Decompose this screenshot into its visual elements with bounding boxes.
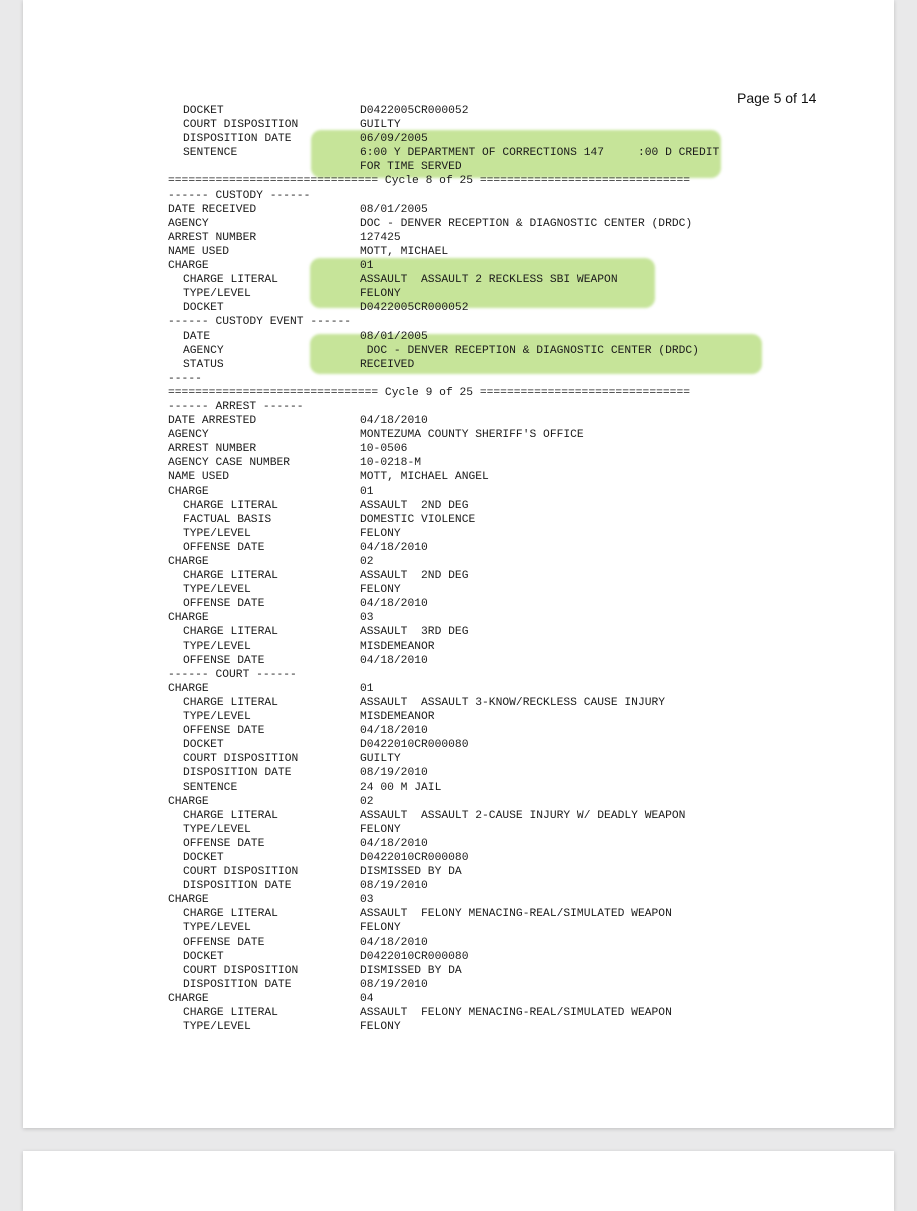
field-label: CHARGE [168,682,209,695]
field-label: TYPE/LEVEL [183,527,251,540]
field-value: FELONY [360,823,401,836]
section-separator: ------ CUSTODY ------ [168,189,311,202]
field-label: AGENCY [183,344,224,357]
field-value: D0422005CR000052 [360,105,469,117]
field-label: ARREST NUMBER [168,443,257,456]
next-page-edge [23,1151,894,1211]
field-value: 04/18/2010 [360,654,428,667]
field-value: DOC - DENVER RECEPTION & DIAGNOSTIC CENTER (DRDC) [360,344,699,357]
field-label: STATUS [183,358,224,371]
field-label: CHARGE LITERAL [183,1007,278,1019]
field-label: ARREST NUMBER [168,231,257,244]
field-value: DOMESTIC VIOLENCE [360,513,476,526]
field-value: 10-0218-M [360,457,422,470]
field-value: 01 [360,260,374,273]
field-label: SENTENCE [183,781,238,794]
field-value: ASSAULT 3RD DEG [360,626,469,639]
field-label: OFFENSE DATE [183,654,265,667]
field-value: 08/19/2010 [360,880,428,893]
field-label: CHARGE LITERAL [183,908,278,921]
field-label: CHARGE [168,612,209,625]
field-label: AGENCY CASE NUMBER [168,457,291,470]
field-value: 02 [360,556,374,568]
field-value: FOR TIME SERVED [360,161,462,174]
field-value: FELONY [360,527,401,540]
field-value: ASSAULT 2ND DEG [360,570,469,583]
field-label: CHARGE [168,556,209,568]
field-value: 01 [360,485,374,498]
field-value: RECEIVED [360,358,415,371]
field-value: D0422010CR000080 [360,739,469,752]
field-label: TYPE/LEVEL [183,584,251,597]
field-label: COURT DISPOSITION [183,119,299,132]
field-value: DOC - DENVER RECEPTION & DIAGNOSTIC CENTER (DRDC) [360,217,693,230]
field-label: OFFENSE DATE [183,725,265,738]
field-value: 03 [360,894,374,907]
field-value: 04/18/2010 [360,837,428,850]
field-label: DATE ARRESTED [168,415,257,428]
field-label: OFFENSE DATE [183,598,265,611]
field-value: 08/01/2005 [360,203,428,216]
field-label: CHARGE LITERAL [183,809,278,822]
field-label: DOCKET [183,950,224,963]
field-label: CHARGE LITERAL [183,274,278,287]
section-separator: ----- [168,372,202,385]
field-value: 08/01/2005 [360,330,428,343]
field-label: CHARGE [168,795,209,808]
field-value: MOTT, MICHAEL ANGEL [360,471,489,484]
field-label: CHARGE [168,894,209,907]
field-value: ASSAULT ASSAULT 3-KNOW/RECKLESS CAUSE INJURY [360,696,666,709]
field-label: TYPE/LEVEL [183,640,251,653]
field-label: OFFENSE DATE [183,936,265,949]
field-value: D0422005CR000052 [360,302,469,315]
field-label: DOCKET [183,739,224,752]
field-value: 127425 [360,231,401,244]
field-value: 04/18/2010 [360,598,428,611]
field-label: DOCKET [183,851,224,864]
section-separator: ------ CUSTODY EVENT ------ [168,316,352,329]
field-label: DISPOSITION DATE [183,978,292,991]
field-label: TYPE/LEVEL [183,288,251,301]
field-label: TYPE/LEVEL [183,1021,251,1034]
field-value: 08/19/2010 [360,767,428,780]
field-value: 08/19/2010 [360,978,428,991]
document-page [23,0,894,1128]
field-label: AGENCY [168,429,209,442]
field-label: SENTENCE [183,147,238,160]
field-label: AGENCY [168,217,209,230]
field-label: DOCKET [183,302,224,315]
section-separator: =============================== Cycle 8 of 25 =============================== [168,175,691,188]
field-label: CHARGE LITERAL [183,626,278,639]
field-label: OFFENSE DATE [183,541,265,554]
field-value: MISDEMEANOR [360,640,435,653]
field-value: GUILTY [360,753,401,766]
field-value: 6:00 Y DEPARTMENT OF CORRECTIONS 147 :00 D CREDIT [360,147,720,160]
field-value: MOTT, MICHAEL [360,245,449,258]
field-value: MISDEMEANOR [360,711,435,724]
field-value: D0422010CR000080 [360,950,469,963]
field-value: ASSAULT ASSAULT 2-CAUSE INJURY W/ DEADLY WEAPON [360,809,686,822]
field-label: CHARGE [168,992,209,1005]
field-label: COURT DISPOSITION [183,866,299,879]
section-separator: =============================== Cycle 9 of 25 =============================== [168,386,691,399]
field-label: TYPE/LEVEL [183,922,251,935]
field-value: ASSAULT 2ND DEG [360,499,469,512]
field-label: TYPE/LEVEL [183,711,251,724]
field-label: DOCKET [183,105,224,117]
field-label: FACTUAL BASIS [183,513,272,526]
field-value: ASSAULT FELONY MENACING-REAL/SIMULATED WEAPON [360,1007,672,1019]
field-label: COURT DISPOSITION [183,753,299,766]
field-value: FELONY [360,1021,401,1034]
page-number: Page 5 of 14 [737,90,817,106]
field-label: NAME USED [168,245,230,258]
field-value: FELONY [360,288,401,301]
field-value: 02 [360,795,374,808]
field-value: ASSAULT ASSAULT 2 RECKLESS SBI WEAPON [360,274,618,287]
field-label: DATE RECEIVED [168,203,257,216]
field-label: CHARGE LITERAL [183,499,278,512]
field-label: COURT DISPOSITION [183,964,299,977]
field-label: DISPOSITION DATE [183,767,292,780]
field-value: 04/18/2010 [360,936,428,949]
field-label: DISPOSITION DATE [183,133,292,146]
field-value: 24 00 M JAIL [360,781,442,794]
field-value: 04/18/2010 [360,725,428,738]
field-value: ASSAULT FELONY MENACING-REAL/SIMULATED WEAPON [360,908,672,921]
field-value: 10-0506 [360,443,408,456]
field-value: DISMISSED BY DA [360,866,462,879]
field-label: DATE [183,330,211,343]
field-label: TYPE/LEVEL [183,823,251,836]
field-value: DISMISSED BY DA [360,964,462,977]
field-value: 04/18/2010 [360,415,428,428]
field-value: MONTEZUMA COUNTY SHERIFF'S OFFICE [360,429,584,442]
field-value: 04 [360,992,374,1005]
section-separator: ------ COURT ------ [168,668,297,681]
field-value: GUILTY [360,119,401,132]
field-value: 04/18/2010 [360,541,428,554]
field-value: D0422010CR000080 [360,851,469,864]
field-label: CHARGE LITERAL [183,696,278,709]
field-label: OFFENSE DATE [183,837,265,850]
field-label: CHARGE [168,485,209,498]
field-label: NAME USED [168,471,230,484]
field-label: CHARGE [168,260,209,273]
field-value: 03 [360,612,374,625]
field-value: 01 [360,682,374,695]
field-value: 06/09/2005 [360,133,428,146]
field-label: DISPOSITION DATE [183,880,292,893]
field-label: CHARGE LITERAL [183,570,278,583]
field-value: FELONY [360,922,401,935]
section-separator: ------ ARREST ------ [168,400,304,413]
field-value: FELONY [360,584,401,597]
